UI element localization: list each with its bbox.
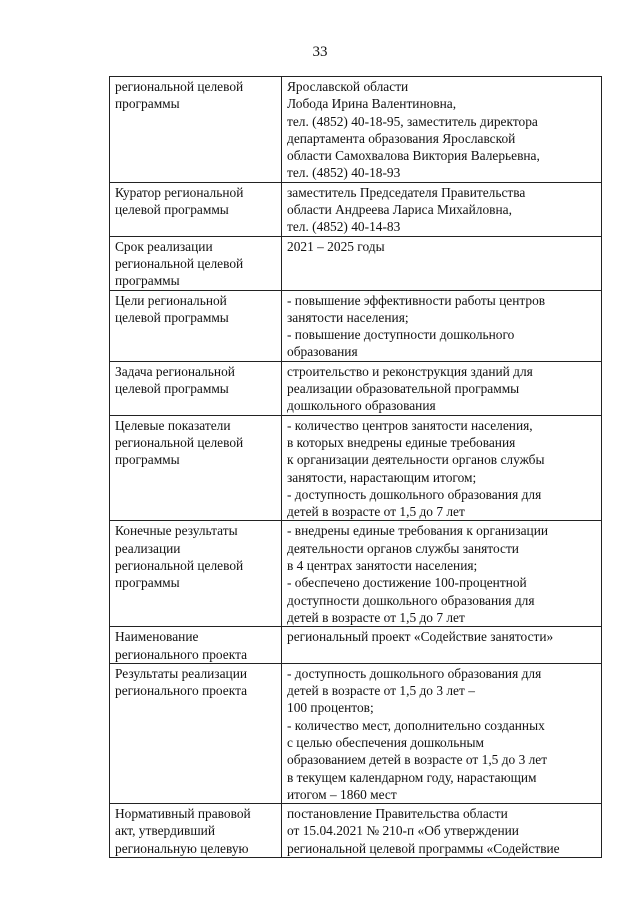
label-line: Куратор региональной <box>115 184 244 200</box>
value-line: - доступность дошкольного образования для <box>287 486 542 502</box>
value-line: детей в возрасте от 1,5 до 7 лет <box>287 504 465 520</box>
table-row <box>110 290 602 361</box>
table-row <box>110 521 602 627</box>
value-line: постановление Правительства области <box>287 806 508 822</box>
row-value-cell <box>282 521 602 627</box>
label-line: Задача региональной <box>115 363 235 379</box>
label-line: региональной целевой <box>115 434 244 450</box>
value-line: к организации деятельности органов службы <box>287 452 545 468</box>
label-line: программы <box>115 96 180 112</box>
label-line: акт, утвердивший <box>115 823 216 839</box>
row-label-cell <box>110 663 282 803</box>
value-line: итогом – 1860 мест <box>287 786 397 802</box>
table-row <box>110 627 602 664</box>
value-line: заместитель Председателя Правительства <box>287 184 526 200</box>
page-number: 33 <box>312 44 328 60</box>
label-line: реализации <box>115 540 181 556</box>
row-label-cell <box>110 804 282 858</box>
row-value-cell <box>282 361 602 415</box>
row-label-cell <box>110 77 282 183</box>
program-passport-table <box>109 76 602 858</box>
value-line: тел. (4852) 40-14-83 <box>287 219 401 235</box>
value-line: - внедрены единые требования к организации <box>287 523 549 539</box>
value-line: в 4 центрах занятости населения; <box>287 558 478 574</box>
label-line: регионального проекта <box>115 646 248 662</box>
value-line: доступности дошкольного образования для <box>287 592 535 608</box>
label-line: Нормативный правовой <box>115 806 251 822</box>
label-line: программы <box>115 452 180 468</box>
value-line: области Самохвалова Виктория Валерьевна, <box>287 148 540 164</box>
row-value-cell <box>282 627 602 664</box>
value-line: образованием детей в возрасте от 1,5 до 3 лет <box>287 752 548 768</box>
label-line: регионального проекта <box>115 683 248 699</box>
label-line: Целевые показатели <box>115 417 231 433</box>
row-label-cell <box>110 521 282 627</box>
row-label-cell <box>110 361 282 415</box>
value-line: региональной целевой программы «Содействие <box>287 840 560 856</box>
value-line: от 15.04.2021 № 210-п «Об утверждении <box>287 823 519 839</box>
table-row <box>110 804 602 858</box>
label-line: программы <box>115 575 180 591</box>
row-value-cell <box>282 804 602 858</box>
row-label-cell <box>110 290 282 361</box>
table-row <box>110 77 602 183</box>
value-line: области Андреева Лариса Михайловна, <box>287 202 512 218</box>
value-line: реализации образовательной программы <box>287 381 520 397</box>
value-line: 2021 – 2025 годы <box>287 238 385 254</box>
value-line: в текущем календарном году, нарастающим <box>287 769 537 785</box>
value-line: - обеспечено достижение 100-процентной <box>287 575 527 591</box>
value-line: тел. (4852) 40-18-93 <box>287 165 401 181</box>
value-line: строительство и реконструкция зданий для <box>287 363 533 379</box>
row-value-cell <box>282 663 602 803</box>
label-line: региональную целевую <box>115 840 249 856</box>
label-line: региональной целевой <box>115 558 244 574</box>
table-row <box>110 182 602 236</box>
label-line: региональной целевой <box>115 255 244 271</box>
value-line: - количество центров занятости населения, <box>287 417 533 433</box>
value-line: в которых внедрены единые требования <box>287 434 516 450</box>
value-line: Ярославской области <box>287 79 409 94</box>
value-line: тел. (4852) 40-18-95, заместитель директора <box>287 113 538 129</box>
label-line: Результаты реализации <box>115 665 248 681</box>
value-line: Лобода Ирина Валентиновна, <box>287 96 457 112</box>
value-line: детей в возрасте от 1,5 до 3 лет – <box>287 683 475 699</box>
label-line: целевой программы <box>115 381 229 397</box>
row-value-cell <box>282 236 602 290</box>
row-label-cell <box>110 415 282 521</box>
value-line: дошкольного образования <box>287 398 436 414</box>
label-line: целевой программы <box>115 202 229 218</box>
row-label-cell <box>110 236 282 290</box>
value-line: - количество мест, дополнительно созданных <box>287 717 545 733</box>
row-value-cell <box>282 182 602 236</box>
value-line: департамента образования Ярославской <box>287 130 516 146</box>
label-line: Наименование <box>115 629 199 645</box>
row-label-cell <box>110 182 282 236</box>
row-value-cell <box>282 290 602 361</box>
value-line: занятости, нарастающим итогом; <box>287 469 477 485</box>
value-line: - доступность дошкольного образования для <box>287 665 542 681</box>
value-line: образования <box>287 344 358 360</box>
label-line: Цели региональной <box>115 292 227 308</box>
label-line: целевой программы <box>115 309 229 325</box>
value-line: детей в возрасте от 1,5 до 7 лет <box>287 609 465 625</box>
value-line: с целью обеспечения дошкольным <box>287 734 484 750</box>
value-line: 100 процентов; <box>287 700 374 716</box>
value-line: региональный проект «Содействие занятости» <box>287 629 554 645</box>
label-line: региональной целевой <box>115 79 244 94</box>
table-row <box>110 663 602 803</box>
table-row <box>110 236 602 290</box>
label-line: программы <box>115 273 180 289</box>
value-line: занятости населения; <box>287 309 409 325</box>
row-value-cell <box>282 415 602 521</box>
row-value-cell <box>282 77 602 183</box>
value-line: деятельности органов службы занятости <box>287 540 519 556</box>
label-line: Конечные результаты <box>115 523 238 539</box>
label-line: Срок реализации <box>115 238 213 254</box>
value-line: - повышение доступности дошкольного <box>287 327 515 343</box>
table-row <box>110 361 602 415</box>
table-row <box>110 415 602 521</box>
row-label-cell <box>110 627 282 664</box>
value-line: - повышение эффективности работы центров <box>287 292 546 308</box>
